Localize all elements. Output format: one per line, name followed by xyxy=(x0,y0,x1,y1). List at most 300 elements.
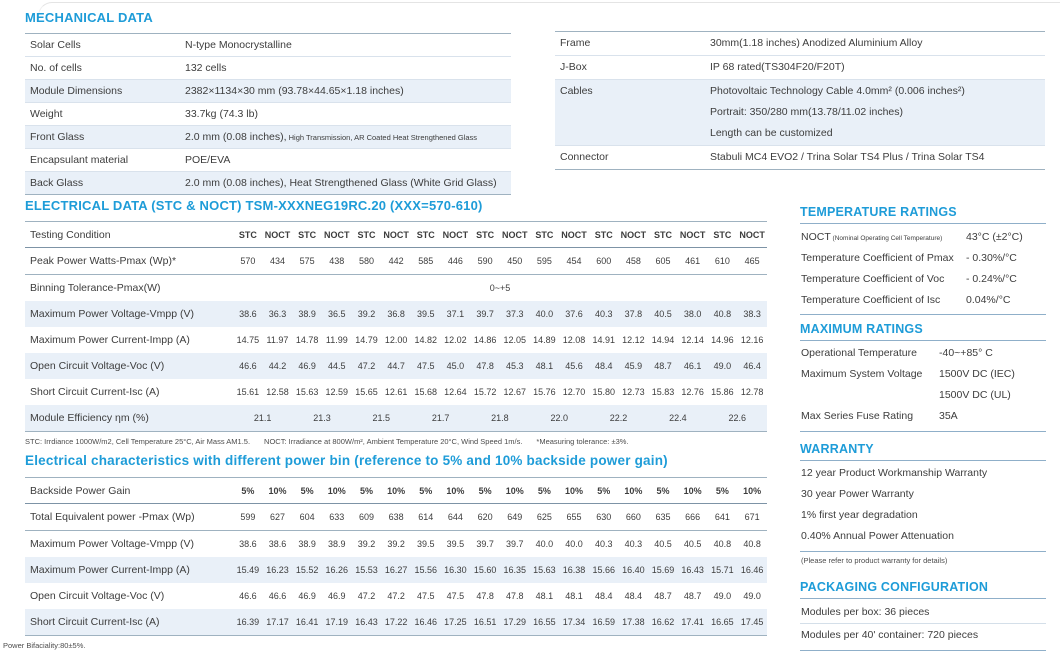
value-cell: 47.5 xyxy=(417,361,435,371)
value-cell: 14.91 xyxy=(592,335,615,345)
value-cell: 14.94 xyxy=(651,335,675,345)
row-value xyxy=(939,406,1046,427)
row-value-line: N-type Monocrystalline xyxy=(185,39,292,51)
row-value-line: POE/EVA xyxy=(185,154,231,166)
row-label: NOCT (Nominal Operating Cell Temperature) xyxy=(801,230,943,243)
value-cell: 40.3 xyxy=(624,539,643,549)
row-label: Module Dimensions xyxy=(30,85,123,97)
column-header: 5% xyxy=(656,485,670,496)
module-model-text: TSM-XXXNEG19RC.20 (XXX=570-610) xyxy=(245,198,483,213)
row-value xyxy=(966,273,1046,285)
merged-value-cell: 21.1 xyxy=(253,413,272,423)
table-row xyxy=(25,301,767,327)
value-cell: 12.67 xyxy=(503,387,526,397)
row-label: Solar Cells xyxy=(30,39,81,51)
value-cell: 38.3 xyxy=(743,309,761,319)
table-head xyxy=(25,478,767,504)
row-label: Frame xyxy=(560,37,591,49)
row-value-line: 43°C (±2°C) xyxy=(966,230,1023,243)
divider xyxy=(800,314,1046,315)
table-row xyxy=(25,103,511,126)
column-header: STC xyxy=(594,229,613,240)
value-cell: 14.96 xyxy=(711,335,734,345)
value-cell: 580 xyxy=(358,256,374,266)
column-header: 10% xyxy=(565,485,584,496)
row-value-line: Length can be customized xyxy=(710,127,833,139)
value-cell: 48.7 xyxy=(683,591,702,601)
row-value xyxy=(710,57,1045,78)
row-label: Open Circuit Voltage-Voc (V) xyxy=(30,360,165,372)
column-header: STC xyxy=(238,229,257,240)
column-header: NOCT xyxy=(620,229,647,240)
value-cell: 446 xyxy=(447,256,463,266)
table-row xyxy=(555,146,1045,169)
row-value xyxy=(939,343,1046,364)
row-label: Temperature Coefficient of Isc xyxy=(801,293,941,306)
value-cell: 48.1 xyxy=(565,591,583,601)
column-header: 5% xyxy=(597,485,611,496)
value-cell: 16.51 xyxy=(473,617,497,627)
merged-value-cell: 21.8 xyxy=(491,413,509,423)
row-value xyxy=(185,131,511,143)
table-row xyxy=(800,226,1046,247)
list-item: 1% first year degradation xyxy=(801,509,918,521)
column-header: 10% xyxy=(446,485,465,496)
stc-note: STC: Irrdiance 1000W/m2, Cell Temperature 25°C, Air Mass AM1.5. xyxy=(25,437,251,446)
value-cell: 16.59 xyxy=(592,617,615,627)
column-header: STC xyxy=(416,229,435,240)
list-item: Modules per box: 36 pieces xyxy=(800,601,1046,624)
value-cell: 46.9 xyxy=(328,591,346,601)
value-cell: 15.71 xyxy=(711,565,734,575)
column-header: 10% xyxy=(683,485,702,496)
value-cell: 38.6 xyxy=(268,539,287,549)
value-cell: 39.7 xyxy=(476,309,494,319)
value-cell: 605 xyxy=(655,256,671,266)
table-row xyxy=(555,32,1045,56)
table-row xyxy=(25,583,767,609)
value-cell: 44.2 xyxy=(268,361,287,371)
value-cell: 48.4 xyxy=(594,361,613,371)
table-row xyxy=(25,327,767,353)
value-cell: 39.2 xyxy=(357,539,376,549)
table-row xyxy=(800,268,1046,289)
row-value xyxy=(939,364,1046,406)
row-label: Maximum Power Current-Impp (A) xyxy=(30,564,190,576)
value-cell: 16.62 xyxy=(651,617,675,627)
value-cell: 15.86 xyxy=(711,387,734,397)
electrical-data-title xyxy=(25,198,767,213)
maximum-ratings-title: MAXIMUM RATINGS xyxy=(800,322,923,336)
value-cell: 47.8 xyxy=(505,591,524,601)
value-cell: 17.19 xyxy=(325,617,349,627)
column-header: 10% xyxy=(505,485,524,496)
row-label: Temperature Coefficient of Voc xyxy=(801,272,945,285)
column-header: 5% xyxy=(359,485,373,496)
row-value-line: 2.0 mm (0.08 inches), High Transmission, AR Coated Heat Strengthened Glass xyxy=(185,131,478,143)
column-header: 10% xyxy=(327,485,346,496)
value-cell: 47.5 xyxy=(446,591,465,601)
row-value xyxy=(966,252,1046,264)
value-cell: 36.3 xyxy=(268,309,287,319)
row-label: Maximum Power Voltage-Vmpp (V) xyxy=(30,308,194,320)
value-cell: 16.38 xyxy=(562,565,586,575)
value-cell: 635 xyxy=(655,512,671,522)
row-label: Front Glass xyxy=(30,131,85,143)
value-cell: 15.56 xyxy=(414,565,438,575)
value-cell: 12.02 xyxy=(444,335,467,345)
table-row xyxy=(25,149,511,172)
value-cell: 16.41 xyxy=(295,617,319,627)
value-cell: 590 xyxy=(477,256,493,266)
temperature-ratings-title: TEMPERATURE RATINGS xyxy=(800,205,957,219)
value-cell: 14.89 xyxy=(533,335,556,345)
value-cell: 609 xyxy=(358,512,374,522)
column-header: NOCT xyxy=(679,229,706,240)
value-cell: 633 xyxy=(329,512,345,522)
value-cell: 610 xyxy=(714,256,730,266)
table-body xyxy=(25,504,767,636)
row-label: Binning Tolerance-Pmax(W) xyxy=(30,282,161,294)
row-value-line: 35A xyxy=(939,410,958,422)
row-value xyxy=(185,108,511,120)
column-header: NOCT xyxy=(383,229,409,240)
value-cell: 585 xyxy=(418,256,434,266)
value-cell: 454 xyxy=(566,256,582,266)
value-cell: 39.2 xyxy=(387,539,405,549)
table-row xyxy=(25,80,511,103)
value-cell: 48.4 xyxy=(624,591,643,601)
temperature-ratings-table xyxy=(800,224,1046,310)
value-cell: 47.8 xyxy=(476,361,494,371)
row-label: J-Box xyxy=(560,61,587,73)
row-value xyxy=(710,147,1045,168)
warranty-list xyxy=(800,461,1046,547)
value-cell: 38.0 xyxy=(683,309,702,319)
table-row xyxy=(25,379,767,405)
value-cell: 627 xyxy=(269,512,285,522)
value-cell: 16.23 xyxy=(266,565,289,575)
row-value-line: -40~+85° C xyxy=(939,347,993,359)
value-cell: 15.69 xyxy=(651,565,675,575)
value-cell: 37.3 xyxy=(505,309,524,319)
mechanical-data-title: MECHANICAL DATA xyxy=(25,10,153,25)
value-cell: 17.17 xyxy=(266,617,289,627)
table-row xyxy=(555,80,1045,146)
value-cell: 600 xyxy=(596,256,612,266)
value-cell: 666 xyxy=(685,512,701,522)
column-header: STC xyxy=(357,229,376,240)
row-value-line: 1500V DC (IEC) xyxy=(939,368,1015,380)
value-cell: 570 xyxy=(240,256,256,266)
value-cell: 15.52 xyxy=(295,565,319,575)
value-cell: 48.1 xyxy=(535,361,554,371)
column-header: 10% xyxy=(387,485,406,496)
value-cell: 16.55 xyxy=(533,617,556,627)
value-cell: 660 xyxy=(625,512,641,522)
value-cell: 49.0 xyxy=(713,361,732,371)
value-cell: 45.6 xyxy=(565,361,583,371)
row-value-line: Photovoltaic Technology Cable 4.0mm² (0.006 inches²) xyxy=(710,85,965,97)
row-label: Maximum Power Voltage-Vmpp (V) xyxy=(30,538,194,550)
maximum-ratings-table xyxy=(800,341,1046,427)
value-cell: 15.83 xyxy=(651,387,675,397)
value-cell: 46.9 xyxy=(298,591,316,601)
value-cell: 14.82 xyxy=(414,335,438,345)
value-cell: 12.14 xyxy=(681,335,704,345)
value-cell: 37.6 xyxy=(565,309,583,319)
row-label: Total Equivalent power -Pmax (Wp) xyxy=(30,511,195,523)
value-cell: 16.35 xyxy=(503,565,526,575)
value-cell: 16.26 xyxy=(325,565,349,575)
row-label: Connector xyxy=(560,151,609,163)
value-cell: 12.59 xyxy=(325,387,349,397)
section-mechanical-data xyxy=(25,10,511,195)
value-cell: 16.65 xyxy=(711,617,734,627)
table-row xyxy=(800,289,1046,310)
merged-value-cell: 22.4 xyxy=(669,413,687,423)
value-cell: 17.34 xyxy=(562,617,586,627)
value-cell: 575 xyxy=(299,256,315,266)
value-cell: 40.5 xyxy=(683,539,702,549)
table-row xyxy=(25,405,767,432)
column-header: STC xyxy=(713,229,732,240)
merged-value-cell: 21.7 xyxy=(431,413,450,423)
section-frame-jbox xyxy=(555,31,1045,170)
value-cell: 44.5 xyxy=(328,361,346,371)
section-warranty xyxy=(800,442,1046,565)
value-cell: 15.76 xyxy=(533,387,556,397)
mechanical-table xyxy=(25,33,511,195)
value-cell: 620 xyxy=(477,512,493,522)
value-cell: 12.76 xyxy=(681,387,704,397)
value-cell: 38.6 xyxy=(239,309,257,319)
value-cell: 40.3 xyxy=(594,539,613,549)
row-value-line: 33.7kg (74.3 lb) xyxy=(185,108,258,120)
value-cell: 434 xyxy=(269,256,285,266)
value-cell: 47.8 xyxy=(476,591,494,601)
value-cell: 37.8 xyxy=(624,309,643,319)
row-value-line: 30mm(1.18 inches) Anodized Aluminium Alloy xyxy=(710,37,923,49)
table-head xyxy=(25,222,767,248)
column-header: NOCT xyxy=(264,229,291,240)
value-cell: 44.7 xyxy=(387,361,405,371)
row-label: Module Efficiency ηm (%) xyxy=(30,412,149,424)
value-cell: 36.5 xyxy=(328,309,346,319)
value-cell: 38.9 xyxy=(298,539,316,549)
row-value-line: IP 68 rated(TS304F20/F20T) xyxy=(710,61,845,73)
value-cell: 39.7 xyxy=(476,539,494,549)
value-cell: 17.41 xyxy=(681,617,704,627)
value-cell: 38.9 xyxy=(328,539,346,549)
section-power-bin xyxy=(25,453,767,636)
row-value xyxy=(185,62,511,74)
value-cell: 45.9 xyxy=(624,361,643,371)
value-cell: 40.5 xyxy=(654,539,672,549)
value-cell: 16.46 xyxy=(414,617,438,627)
value-cell: 46.9 xyxy=(298,361,316,371)
row-label: Weight xyxy=(30,108,63,120)
row-value-small: High Transmission, AR Coated Heat Strengthened Glass xyxy=(286,133,478,142)
value-cell: 48.4 xyxy=(594,591,613,601)
row-value-line: 132 cells xyxy=(185,62,227,74)
table-row xyxy=(800,364,1046,406)
merged-value-cell: 22.0 xyxy=(550,413,568,423)
value-cell: 625 xyxy=(536,512,552,522)
value-cell: 38.9 xyxy=(298,309,316,319)
value-cell: 16.39 xyxy=(236,617,260,627)
column-header: STC xyxy=(298,229,317,240)
value-cell: 16.27 xyxy=(384,565,408,575)
packaging-title: PACKAGING CONFIGURATION xyxy=(800,580,989,594)
value-cell: 465 xyxy=(744,256,760,266)
value-cell: 36.8 xyxy=(387,309,405,319)
frame-jbox-table xyxy=(555,31,1045,170)
column-header: NOCT xyxy=(561,229,587,240)
value-cell: 39.2 xyxy=(357,309,376,319)
bifaciality-note: Power Bifaciality:80±5%. xyxy=(3,641,86,650)
value-cell: 16.46 xyxy=(740,565,764,575)
column-header: NOCT xyxy=(442,229,469,240)
warranty-note: (Please refer to product warranty for details) xyxy=(801,556,948,565)
value-cell: 48.1 xyxy=(535,591,554,601)
header-label: Backside Power Gain xyxy=(30,484,131,497)
value-cell: 614 xyxy=(418,512,434,522)
merged-value-cell: 21.5 xyxy=(372,413,391,423)
table-row xyxy=(800,247,1046,268)
value-cell: 12.00 xyxy=(384,335,408,345)
value-cell: 17.29 xyxy=(503,617,526,627)
value-cell: 641 xyxy=(714,512,730,522)
column-header: STC xyxy=(654,229,673,240)
value-cell: 48.7 xyxy=(654,591,672,601)
value-cell: 37.1 xyxy=(446,309,465,319)
value-cell: 46.6 xyxy=(239,591,257,601)
value-cell: 39.5 xyxy=(417,539,435,549)
data-table xyxy=(25,477,767,636)
divider xyxy=(800,551,1046,552)
row-value xyxy=(185,39,511,51)
row-label: Maximum System Voltage xyxy=(801,368,923,380)
data-table xyxy=(25,221,767,432)
table-body xyxy=(25,248,767,432)
row-value-line: Stabuli MC4 EVO2 / Trina Solar TS4 Plus / Trina Solar TS4 xyxy=(710,151,985,163)
column-header: 5% xyxy=(715,485,729,496)
value-cell: 644 xyxy=(447,512,463,522)
value-cell: 12.05 xyxy=(503,335,526,345)
row-label: Cables xyxy=(560,85,593,97)
row-label: Short Circuit Current-Isc (A) xyxy=(30,386,160,398)
column-header: 5% xyxy=(241,485,255,496)
table-row xyxy=(25,557,767,583)
column-header: NOCT xyxy=(501,229,528,240)
value-cell: 15.49 xyxy=(236,565,260,575)
value-cell: 46.6 xyxy=(239,361,257,371)
noct-note: NOCT: Irradiance at 800W/m², Ambient Temperature 20°C, Wind Speed 1m/s. xyxy=(264,437,523,446)
value-cell: 17.45 xyxy=(740,617,764,627)
row-value xyxy=(966,231,1046,243)
value-cell: 38.6 xyxy=(239,539,257,549)
value-cell: 15.80 xyxy=(592,387,615,397)
column-header: 5% xyxy=(478,485,492,496)
row-label: Maximum Power Current-Impp (A) xyxy=(30,334,190,346)
value-cell: 15.68 xyxy=(414,387,438,397)
value-cell: 45.3 xyxy=(505,361,524,371)
merged-value-cell: 22.6 xyxy=(728,413,747,423)
value-cell: 450 xyxy=(507,256,523,266)
divider xyxy=(800,431,1046,432)
row-label: Open Circuit Voltage-Voc (V) xyxy=(30,590,165,602)
value-cell: 39.7 xyxy=(505,539,524,549)
row-label: Encapsulant material xyxy=(30,154,129,166)
value-cell: 46.6 xyxy=(268,591,287,601)
value-cell: 15.72 xyxy=(473,387,497,397)
value-cell: 40.8 xyxy=(713,309,732,319)
merged-value-cell: 22.2 xyxy=(609,413,628,423)
value-cell: 595 xyxy=(536,256,552,266)
row-label: Peak Power Watts-Pmax (Wp)* xyxy=(30,255,177,267)
row-value xyxy=(710,33,1045,54)
value-cell: 40.8 xyxy=(743,539,761,549)
column-header: STC xyxy=(535,229,554,240)
header-row xyxy=(25,222,767,248)
column-header: 10% xyxy=(743,485,762,496)
value-cell: 655 xyxy=(566,512,582,522)
section-electrical-data xyxy=(25,198,767,432)
power-bin-table xyxy=(25,477,767,636)
span-value-cell: 0~+5 xyxy=(489,283,511,293)
value-cell: 15.60 xyxy=(473,565,497,575)
table-row xyxy=(25,172,511,194)
electrical-data-table xyxy=(25,221,767,432)
table-row xyxy=(25,57,511,80)
table-row xyxy=(25,353,767,379)
row-label: Back Glass xyxy=(30,177,84,189)
value-cell: 17.25 xyxy=(444,617,467,627)
table-row xyxy=(800,406,1046,427)
row-value xyxy=(966,294,1046,306)
table-row xyxy=(25,126,511,149)
header-label: Testing Condition xyxy=(30,228,111,241)
value-cell: 49.0 xyxy=(713,591,732,601)
table-row xyxy=(25,275,767,302)
row-label: Temperature Coefficient of Pmax xyxy=(801,251,954,264)
column-header: 5% xyxy=(300,485,314,496)
value-cell: 14.79 xyxy=(355,335,378,345)
test-condition-footnote xyxy=(25,437,795,446)
value-cell: 12.78 xyxy=(740,387,764,397)
value-cell: 40.0 xyxy=(535,539,554,549)
value-cell: 39.5 xyxy=(446,539,465,549)
value-cell: 671 xyxy=(744,512,760,522)
value-cell: 630 xyxy=(596,512,612,522)
table-row xyxy=(25,531,767,558)
value-cell: 15.66 xyxy=(592,565,615,575)
row-value-line: 0.04%/°C xyxy=(966,293,1011,306)
table-row xyxy=(800,343,1046,364)
value-cell: 638 xyxy=(388,512,404,522)
row-value-line: 2.0 mm (0.08 inches), Heat Strengthened Glass (White Grid Glass) xyxy=(185,177,497,189)
value-cell: 12.58 xyxy=(266,387,289,397)
table-row xyxy=(555,56,1045,80)
table-row xyxy=(25,34,511,57)
value-cell: 49.0 xyxy=(743,591,761,601)
value-cell: 649 xyxy=(507,512,523,522)
value-cell: 599 xyxy=(240,512,256,522)
list-item: 0.40% Annual Power Attenuation xyxy=(801,530,954,542)
value-cell: 39.5 xyxy=(417,309,435,319)
row-value-line: - 0.24%/°C xyxy=(966,272,1017,285)
